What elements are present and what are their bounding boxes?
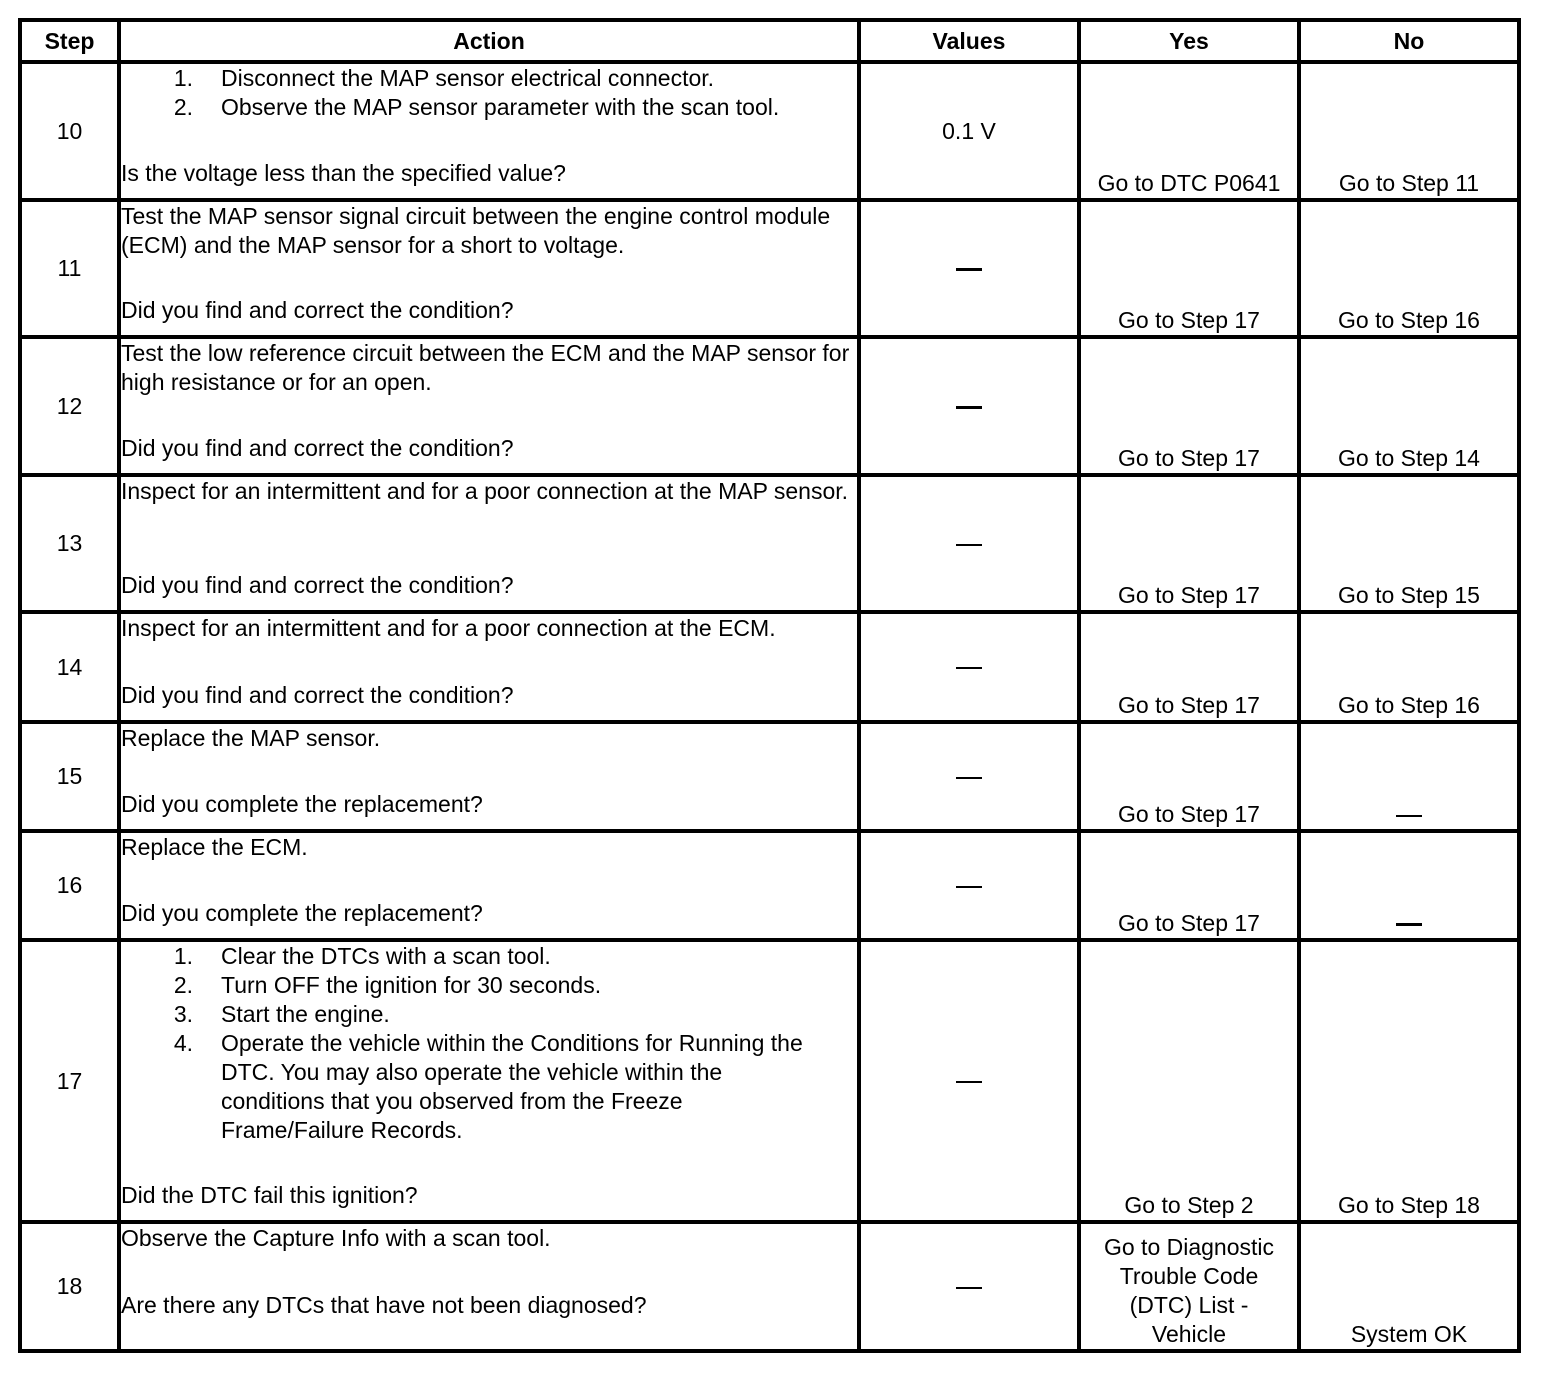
action-question: Did the DTC fail this ignition? [121,1182,418,1208]
value-cell [859,1222,1079,1351]
table-row [20,62,1519,200]
no-cell: Go to Step 14 [1299,337,1519,475]
table-row [20,831,1519,940]
step-number: 15 [20,722,119,831]
table-row [20,722,1519,831]
no-cell [1299,722,1519,831]
header-action: Action [119,20,859,62]
header-yes: Yes [1079,20,1299,62]
step-number: 13 [20,475,119,612]
table-row [20,475,1519,612]
action-steps [121,64,857,122]
action-cell [119,200,859,337]
step-number: 17 [20,940,119,1222]
step-number: 11 [20,200,119,337]
no-cell: Go to Step 18 [1299,940,1519,1222]
yes-cell: Go to Step 17 [1079,475,1299,612]
action-text: Test the MAP sensor signal circuit between the engine control module (ECM) and the MAP sensor for a short to voltage. [121,203,831,258]
step-number: 18 [20,1222,119,1351]
none-dash [1396,815,1422,817]
action-cell [119,475,859,612]
step-number: 10 [20,62,119,200]
none-dash [956,544,982,546]
value-cell [859,200,1079,337]
action-cell [119,62,859,200]
action-question: Did you find and correct the condition? [121,435,514,461]
yes-cell: Go to DTC P0641 [1079,62,1299,200]
action-step-item: 1. Clear the DTCs with a scan tool. [173,943,551,969]
yes-cell: Go to Step 17 [1079,612,1299,722]
none-dash [956,886,982,888]
value-cell [859,722,1079,831]
yes-cell: Go to Step 2 [1079,940,1299,1222]
no-cell: Go to Step 11 [1299,62,1519,200]
action-cell [119,337,859,475]
action-text: Replace the ECM. [121,834,308,860]
action-step-item: 1. Disconnect the MAP sensor electrical connector. [173,65,715,91]
action-cell [119,1222,859,1351]
no-cell: Go to Step 16 [1299,200,1519,337]
value-cell [859,475,1079,612]
none-dash [956,667,982,669]
value-cell: 0.1 V [859,62,1079,200]
value-cell [859,940,1079,1222]
action-cell [119,722,859,831]
value-cell [859,612,1079,722]
none-dash [956,406,982,409]
yes-cell: Go to Step 17 [1079,337,1299,475]
action-question: Is the voltage less than the specified value? [121,160,566,186]
no-cell: Go to Step 15 [1299,475,1519,612]
action-text: Inspect for an intermittent and for a poor connection at the MAP sensor. [121,478,849,504]
none-dash [956,1081,982,1083]
yes-cell: Go to Step 17 [1079,200,1299,337]
action-step-item: 2. Turn OFF the ignition for 30 seconds. [173,972,602,998]
action-question: Did you complete the replacement? [121,791,483,817]
action-steps [121,942,857,1145]
action-cell [119,831,859,940]
action-text: Replace the MAP sensor. [121,725,381,751]
step-number: 14 [20,612,119,722]
action-question: Did you find and correct the condition? [121,572,514,598]
value-cell [859,337,1079,475]
value-cell [859,831,1079,940]
action-question: Did you find and correct the condition? [121,297,514,323]
header-values: Values [859,20,1079,62]
action-text: Test the low reference circuit between the ECM and the MAP sensor for high resistance or for an open. [121,340,850,395]
table-row [20,337,1519,475]
action-question: Are there any DTCs that have not been diagnosed? [121,1292,647,1318]
header-step: Step [20,20,119,62]
action-text: Inspect for an intermittent and for a poor connection at the ECM. [121,615,776,641]
none-dash [1396,923,1422,926]
none-dash [956,777,982,779]
action-cell [119,940,859,1222]
table-row [20,200,1519,337]
action-step-item: 3. Start the engine. [173,1001,390,1027]
yes-cell: Go to Diagnostic Trouble Code (DTC) List - Vehicle [1079,1222,1299,1351]
action-step-item: 4. Operate the vehicle within the Conditions for Running the DTC. You may also operate the vehicle within the conditions that you observed from the Freeze Frame/Failure Records. [173,1030,803,1143]
diagnostic-table [18,18,1521,1353]
none-dash [956,268,982,271]
step-number: 16 [20,831,119,940]
action-step-item: 2. Observe the MAP sensor parameter with the scan tool. [173,94,780,120]
yes-cell: Go to Step 17 [1079,722,1299,831]
action-text: Observe the Capture Info with a scan tool. [121,1225,551,1251]
no-cell [1299,831,1519,940]
no-cell: Go to Step 16 [1299,612,1519,722]
table-row [20,940,1519,1222]
step-number: 12 [20,337,119,475]
action-cell [119,612,859,722]
yes-cell: Go to Step 17 [1079,831,1299,940]
table-row [20,1222,1519,1351]
action-question: Did you complete the replacement? [121,900,483,926]
table-row [20,612,1519,722]
header-row [20,20,1519,62]
no-cell: System OK [1299,1222,1519,1351]
header-no: No [1299,20,1519,62]
action-question: Did you find and correct the condition? [121,682,514,708]
none-dash [956,1287,982,1289]
